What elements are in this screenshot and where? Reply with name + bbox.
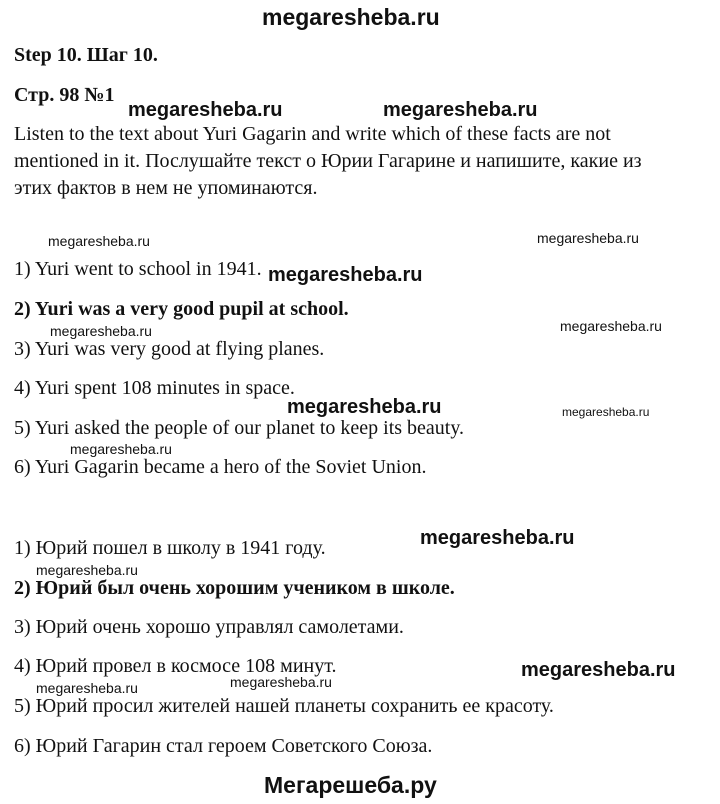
watermark: megaresheba.ru (268, 264, 423, 286)
english-item-4: 4) Yuri spent 108 minutes in space. (14, 377, 295, 399)
russian-item-2: 2) Юрий был очень хорошим учеником в школе. (14, 577, 455, 599)
watermark: megaresheba.ru (48, 233, 150, 249)
english-item-3: 3) Yuri was very good at flying planes. (14, 338, 325, 360)
english-item-5: 5) Yuri asked the people of our planet to keep its beauty. (14, 417, 465, 439)
english-item-6: 6) Yuri Gagarin became a hero of the Soviet Union. (14, 456, 427, 478)
watermark: megaresheba.ru (383, 99, 538, 121)
footer-site-name: Мегарешеба.ру (264, 772, 437, 798)
watermark: megaresheba.ru (36, 680, 138, 696)
watermark: megaresheba.ru (70, 441, 172, 457)
task-line-3: этих фактов в нем не упоминаются. (14, 177, 318, 199)
step-title: Step 10. Шаг 10. (14, 44, 158, 66)
russian-item-6: 6) Юрий Гагарин стал героем Советского Союза. (14, 735, 433, 757)
watermark: megaresheba.ru (560, 318, 662, 334)
russian-item-3: 3) Юрий очень хорошо управлял самолетами. (14, 616, 404, 638)
page-reference: Стр. 98 №1 (14, 84, 115, 106)
task-line-1: Listen to the text about Yuri Gagarin and write which of these facts are not (14, 123, 611, 145)
watermark: megaresheba.ru (562, 405, 650, 419)
russian-item-1: 1) Юрий пошел в школу в 1941 году. (14, 537, 326, 559)
watermark: megaresheba.ru (128, 99, 283, 121)
watermark: megaresheba.ru (50, 323, 152, 339)
russian-item-4: 4) Юрий провел в космосе 108 минут. (14, 655, 337, 677)
header-site-name: megaresheba.ru (262, 4, 440, 30)
watermark: megaresheba.ru (420, 527, 575, 549)
watermark: megaresheba.ru (36, 562, 138, 578)
watermark: megaresheba.ru (287, 396, 442, 418)
russian-item-5: 5) Юрий просил жителей нашей планеты сохранить ее красоту. (14, 695, 554, 717)
task-line-2: mentioned in it. Послушайте текст о Юрии Гагарине и напишите, какие из (14, 150, 642, 172)
watermark: megaresheba.ru (521, 659, 676, 681)
english-item-1: 1) Yuri went to school in 1941. (14, 258, 262, 280)
watermark: megaresheba.ru (230, 674, 332, 690)
watermark: megaresheba.ru (537, 230, 639, 246)
english-item-2: 2) Yuri was a very good pupil at school. (14, 298, 349, 320)
